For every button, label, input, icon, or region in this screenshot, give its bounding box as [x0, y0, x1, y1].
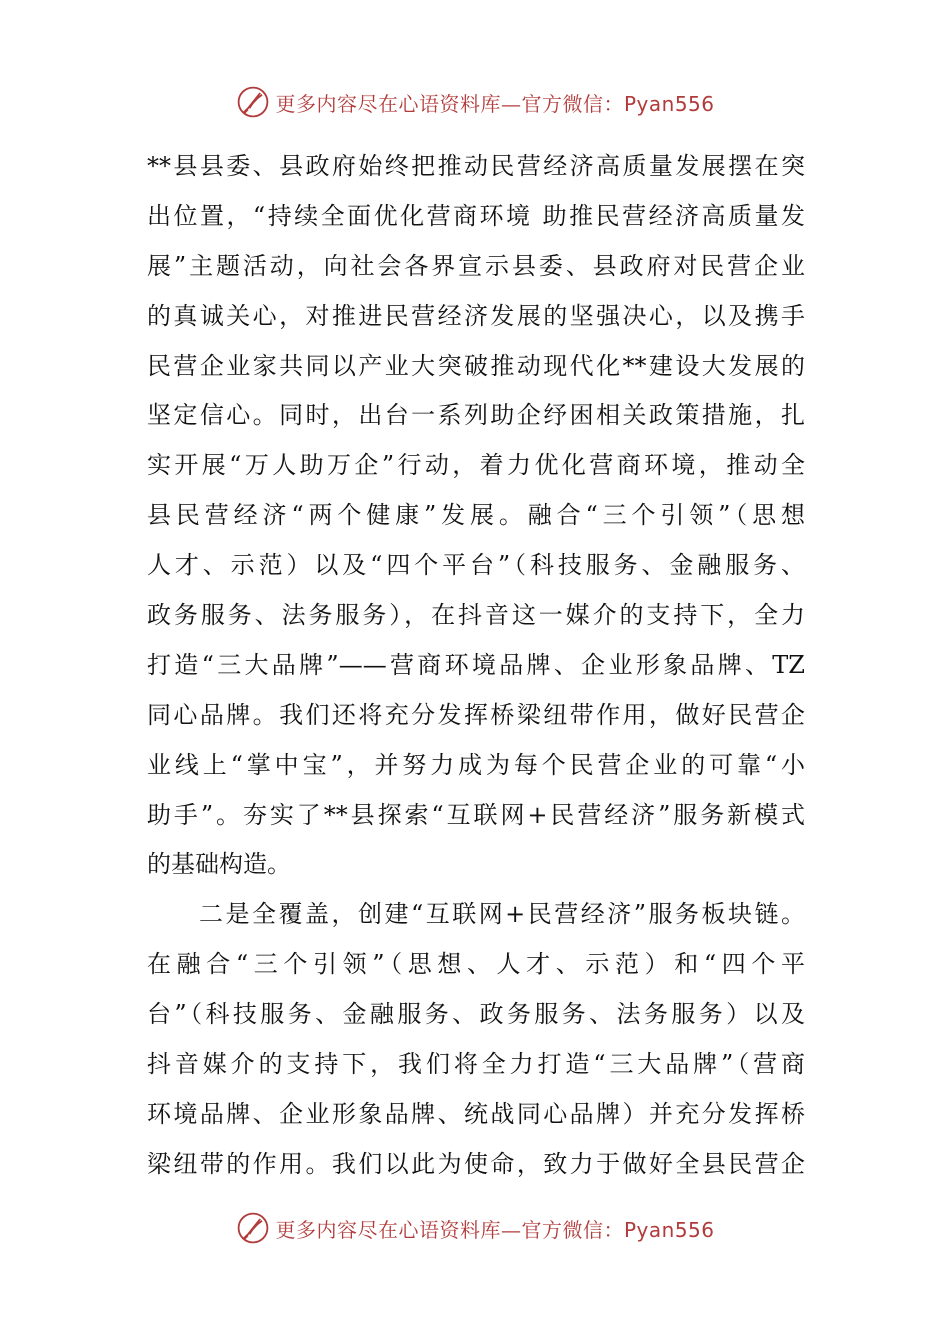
- text-line: 人才、示范）以及“四个平台”（科技服务、金融服务、: [147, 551, 805, 580]
- paragraph-heading-line: 二是全覆盖，创建“互联网+民营经济”服务板块链。: [199, 900, 805, 929]
- footer-watermark-banner: [0, 1206, 950, 1250]
- text-line: 打造“三大品牌”——营商环境品牌、企业形象品牌、TZ: [147, 650, 805, 679]
- text-line: 梁纽带的作用。我们以此为使命，致力于做好全县民营企: [147, 1149, 805, 1178]
- text-line: 实开展“万人助万企”行动，着力优化营商环境，推动全: [147, 451, 805, 480]
- quill-logo-icon: [235, 84, 271, 120]
- text-line: 出位置，“持续全面优化营商环境 助推民营经济高质量发: [147, 201, 805, 230]
- text-line: 环境品牌、企业形象品牌、统战同心品牌）并充分发挥桥: [147, 1099, 805, 1128]
- banner-text: 更多内容尽在心语资料库—官方微信：Pyan556: [275, 91, 715, 116]
- wechat-handle: Pyan556: [623, 1217, 715, 1242]
- text-line: 展”主题活动，向社会各界宣示县委、县政府对民营企业: [147, 251, 805, 280]
- text-line: **县县委、县政府始终把推动民营经济高质量发展摆在突: [147, 152, 805, 180]
- text-line: 民营企业家共同以产业大突破推动现代化**建设大发展的: [147, 351, 805, 380]
- text-line: 坚定信心。同时，出台一系列助企纾困相关政策措施，扎: [147, 401, 805, 430]
- header-watermark-banner: [0, 80, 950, 124]
- document-body: [147, 142, 805, 1190]
- text-line: 的基础构造。: [147, 850, 291, 879]
- quill-logo-icon: [235, 1210, 271, 1246]
- text-line: 抖音媒介的支持下，我们将全力打造“三大品牌”（营商: [147, 1050, 805, 1079]
- banner-text: 更多内容尽在心语资料库—官方微信：Pyan556: [275, 1217, 715, 1242]
- text-line: 助手”。夯实了**县探索“互联网+民营经济”服务新模式: [147, 800, 805, 829]
- text-line: 在融合“三个引领”（思想、人才、示范）和“四个平: [147, 950, 805, 979]
- text-line: 业线上“掌中宝”，并努力成为每个民营企业的可靠“小: [147, 750, 805, 779]
- text-line: 政务服务、法务服务），在抖音这一媒介的支持下，全力: [147, 601, 805, 630]
- text-line: 县民营经济“两个健康”发展。融合“三个引领”（思想: [147, 501, 805, 530]
- text-line: 台”（科技服务、金融服务、政务服务、法务服务）以及: [147, 1000, 805, 1029]
- wechat-handle: Pyan556: [623, 91, 715, 116]
- text-line: 的真诚关心，对推进民营经济发展的坚强决心，以及携手: [147, 301, 805, 330]
- text-line: 同心品牌。我们还将充分发挥桥梁纽带作用，做好民营企: [147, 700, 805, 729]
